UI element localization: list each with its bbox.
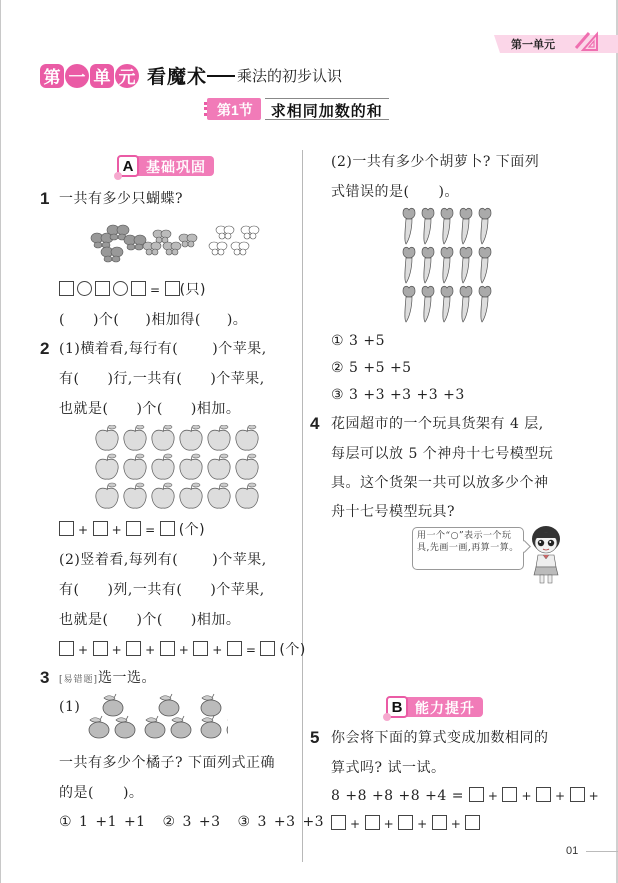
answer-box[interactable] xyxy=(93,521,108,536)
ruler-triangle-icon xyxy=(575,30,599,52)
question-number: 3 xyxy=(40,668,50,687)
unit-main-title: 看魔术 xyxy=(147,66,208,88)
page-number-rule xyxy=(586,851,618,852)
answer-box[interactable] xyxy=(59,281,74,296)
question-text: (2)竖着看,每列有( )个苹果, xyxy=(59,552,267,568)
question-text: 你会将下面的算式变成加数相同的 xyxy=(331,730,549,746)
unit-badge: 元 xyxy=(115,64,139,88)
column-divider xyxy=(302,150,303,862)
oranges-image xyxy=(88,693,228,743)
section-name: 求相同加数的和 xyxy=(265,98,389,120)
answer-box[interactable] xyxy=(59,641,74,656)
equals-sign: = xyxy=(150,283,161,297)
question-number: 4 xyxy=(310,414,320,433)
running-header-label: 第一单元 xyxy=(511,39,555,51)
answer-box[interactable] xyxy=(331,815,346,830)
answer-box[interactable] xyxy=(570,787,585,802)
hint-bubble: 用一个“○”表示一个玩具,先画一画,再算一算。 xyxy=(412,527,524,570)
question-text: 花园超市的一个玩具货架有 4 层, xyxy=(331,416,544,432)
apples-image xyxy=(95,425,265,511)
girl-illustration xyxy=(528,525,564,585)
unit-subtitle: 乘法的初步认识 xyxy=(237,67,343,85)
equation-row: + + + + xyxy=(331,814,480,834)
answer-box[interactable] xyxy=(131,281,146,296)
error-prone-tag: [易错题] xyxy=(59,675,99,685)
unit-badge: 第 xyxy=(40,64,64,88)
answer-box[interactable] xyxy=(260,641,275,656)
answer-box[interactable] xyxy=(160,641,175,656)
answer-box[interactable] xyxy=(160,521,175,536)
question-text: 式错误的是( )。 xyxy=(331,184,459,200)
question-text: (2)一共有多少个胡萝卜? 下面列 xyxy=(331,154,540,170)
operator-circle[interactable] xyxy=(77,281,92,296)
equation-row: + + + + + = (个) xyxy=(59,640,306,660)
question-text: 也就是( )个( )相加。 xyxy=(59,612,241,628)
question-text: 有( )行,一共有( )个苹果, xyxy=(59,371,265,387)
option[interactable]: ② 3 +3 xyxy=(162,814,221,830)
answer-box[interactable] xyxy=(398,815,413,830)
section-tag: 第1节 xyxy=(207,98,261,120)
option[interactable]: ① 1 +1 +1 xyxy=(59,814,146,830)
level-letter: A xyxy=(117,155,139,177)
unit-badges xyxy=(40,64,139,88)
option[interactable]: ③ 3 +3 +3 xyxy=(237,814,325,830)
option[interactable]: ② 5 +5 +5 xyxy=(331,360,412,376)
answer-box[interactable] xyxy=(95,281,110,296)
question-text: 有( )列,一共有( )个苹果, xyxy=(59,582,265,598)
unit-title xyxy=(40,62,342,89)
answer-box[interactable] xyxy=(432,815,447,830)
section-title xyxy=(207,98,389,120)
unit-badge: 单 xyxy=(90,64,114,88)
unit-label: (只) xyxy=(179,282,206,298)
level-name: 能力提升 xyxy=(407,697,483,717)
answer-box[interactable] xyxy=(126,521,141,536)
question-text: 的是( )。 xyxy=(59,785,144,801)
option[interactable]: ① 3 +5 xyxy=(331,333,385,349)
answer-box[interactable] xyxy=(502,787,517,802)
question-text: 具。这个货架一共可以放多少个神 xyxy=(331,475,549,491)
page-number: 01 xyxy=(566,845,579,857)
page-edge xyxy=(0,0,1,883)
operator-circle[interactable] xyxy=(113,281,128,296)
question-text: 一共有多少个橘子? 下面列式正确 xyxy=(59,755,275,771)
question-text: 也就是( )个( )相加。 xyxy=(59,401,241,417)
carrots-image xyxy=(401,207,493,329)
level-letter: B xyxy=(386,696,408,718)
question-number: 2 xyxy=(40,339,50,358)
level-b-header xyxy=(386,696,483,718)
butterflies-image xyxy=(90,220,265,265)
fill-sentence: ( )个( )相加得( )。 xyxy=(59,312,248,328)
answer-box[interactable] xyxy=(365,815,380,830)
level-name: 基础巩固 xyxy=(138,156,214,176)
question-number: 1 xyxy=(40,189,50,208)
answer-box[interactable] xyxy=(193,641,208,656)
question-text: [易错题]选一选。 xyxy=(59,670,157,686)
answer-box[interactable] xyxy=(536,787,551,802)
answer-box[interactable] xyxy=(227,641,242,656)
equation-row: + + = (个) xyxy=(59,520,205,540)
question-text: 舟十七号模型玩具? xyxy=(331,504,456,520)
question-number: 5 xyxy=(310,728,320,747)
question-text: (1)横着看,每行有( )个苹果, xyxy=(59,341,267,357)
option[interactable]: ③ 3 +3 +3 +3 +3 xyxy=(331,387,465,403)
question-text: 每层可以放 5 个神舟十七号模型玩 xyxy=(331,446,554,462)
subpart-label: (1) xyxy=(59,699,81,715)
title-dash xyxy=(207,75,235,77)
answer-box[interactable] xyxy=(59,521,74,536)
unit-badge: 一 xyxy=(65,64,89,88)
question-text: 算式吗? 试一试。 xyxy=(331,760,446,776)
answer-box[interactable] xyxy=(93,641,108,656)
question-prompt: 一共有多少只蝴蝶? xyxy=(59,191,184,207)
answer-box[interactable] xyxy=(165,281,180,296)
answer-box[interactable] xyxy=(126,641,141,656)
options-row xyxy=(59,812,324,832)
equation-row xyxy=(59,280,206,300)
equation-row: 8 +8 +8 +8 +4 = + + + + xyxy=(331,788,600,804)
answer-box[interactable] xyxy=(465,815,480,830)
level-a-header xyxy=(117,155,214,177)
answer-box[interactable] xyxy=(469,787,484,802)
